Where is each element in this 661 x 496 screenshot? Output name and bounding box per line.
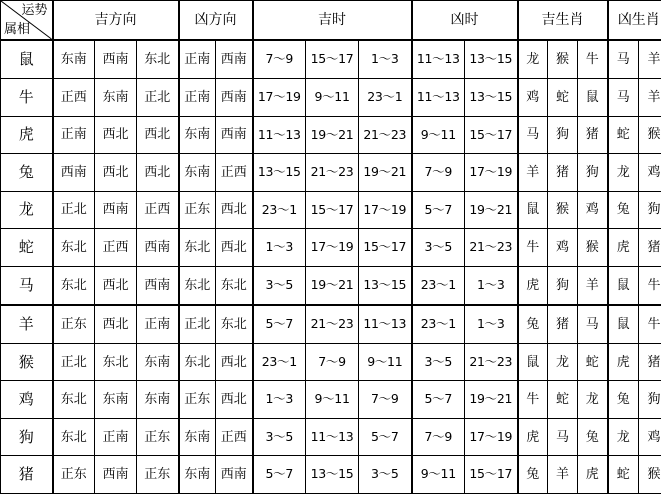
unlucky-zodiac-cell: 兔 xyxy=(608,191,639,228)
lucky-time-cell: 23～1 xyxy=(253,191,306,228)
lucky-time-cell: 7～9 xyxy=(253,40,306,79)
lucky-zodiac-cell: 猪 xyxy=(548,154,578,191)
lucky-direction-cell: 东北 xyxy=(53,229,95,266)
lucky-zodiac-cell: 牛 xyxy=(518,229,548,266)
unlucky-time-cell: 21～23 xyxy=(465,343,518,380)
lucky-zodiac-cell: 鸡 xyxy=(548,229,578,266)
lucky-direction-cell: 东南 xyxy=(137,343,179,380)
lucky-time-cell: 3～5 xyxy=(253,418,306,455)
lucky-direction-cell: 正东 xyxy=(53,305,95,344)
unlucky-direction-cell: 东北 xyxy=(179,229,216,266)
unlucky-zodiac-cell: 猴 xyxy=(639,116,661,153)
zodiac-animal-cell: 猴 xyxy=(1,343,53,380)
unlucky-time-cell: 11～13 xyxy=(412,40,465,79)
lucky-direction-cell: 正南 xyxy=(53,116,95,153)
lucky-zodiac-cell: 狗 xyxy=(578,154,608,191)
header-lucky-time: 吉时 xyxy=(253,1,412,41)
lucky-time-cell: 21～23 xyxy=(359,116,412,153)
zodiac-animal-cell: 鸡 xyxy=(1,381,53,418)
lucky-time-cell: 5～7 xyxy=(253,456,306,494)
unlucky-direction-cell: 西南 xyxy=(216,116,253,153)
corner-label-zodiac: 属相 xyxy=(4,22,31,37)
unlucky-time-cell: 15～17 xyxy=(465,456,518,494)
unlucky-time-cell: 5～7 xyxy=(412,191,465,228)
lucky-zodiac-cell: 鼠 xyxy=(578,79,608,116)
unlucky-direction-cell: 东南 xyxy=(179,418,216,455)
unlucky-direction-cell: 西北 xyxy=(216,381,253,418)
unlucky-zodiac-cell: 羊 xyxy=(639,40,661,79)
lucky-zodiac-cell: 牛 xyxy=(578,40,608,79)
lucky-direction-cell: 西北 xyxy=(137,154,179,191)
unlucky-direction-cell: 东南 xyxy=(179,116,216,153)
corner-header-cell xyxy=(1,1,53,41)
lucky-zodiac-cell: 龙 xyxy=(518,40,548,79)
lucky-time-cell: 1～3 xyxy=(253,229,306,266)
unlucky-time-cell: 19～21 xyxy=(465,381,518,418)
unlucky-zodiac-cell: 鼠 xyxy=(608,266,639,305)
lucky-zodiac-cell: 马 xyxy=(578,305,608,344)
unlucky-time-cell: 17～19 xyxy=(465,154,518,191)
lucky-zodiac-cell: 兔 xyxy=(518,305,548,344)
table-row xyxy=(1,343,661,380)
unlucky-zodiac-cell: 狗 xyxy=(639,381,661,418)
lucky-direction-cell: 西南 xyxy=(95,456,137,494)
unlucky-direction-cell: 东北 xyxy=(216,305,253,344)
lucky-time-cell: 15～17 xyxy=(359,229,412,266)
lucky-time-cell: 5～7 xyxy=(359,418,412,455)
lucky-direction-cell: 正西 xyxy=(95,229,137,266)
lucky-zodiac-cell: 兔 xyxy=(518,456,548,494)
lucky-direction-cell: 正北 xyxy=(53,191,95,228)
unlucky-zodiac-cell: 龙 xyxy=(608,154,639,191)
unlucky-time-cell: 9～11 xyxy=(412,116,465,153)
lucky-zodiac-cell: 鸡 xyxy=(578,191,608,228)
table-row xyxy=(1,154,661,191)
unlucky-time-cell: 3～5 xyxy=(412,229,465,266)
unlucky-direction-cell: 西南 xyxy=(216,40,253,79)
lucky-time-cell: 19～21 xyxy=(306,266,359,305)
table-row xyxy=(1,229,661,266)
unlucky-time-cell: 21～23 xyxy=(465,229,518,266)
lucky-zodiac-cell: 虎 xyxy=(518,266,548,305)
lucky-direction-cell: 东北 xyxy=(53,381,95,418)
lucky-time-cell: 17～19 xyxy=(306,229,359,266)
lucky-time-cell: 1～3 xyxy=(359,40,412,79)
lucky-time-cell: 11～13 xyxy=(306,418,359,455)
lucky-zodiac-cell: 鸡 xyxy=(518,79,548,116)
lucky-direction-cell: 西北 xyxy=(95,305,137,344)
zodiac-animal-cell: 龙 xyxy=(1,191,53,228)
unlucky-time-cell: 9～11 xyxy=(412,456,465,494)
lucky-zodiac-cell: 兔 xyxy=(578,418,608,455)
lucky-time-cell: 11～13 xyxy=(359,305,412,344)
unlucky-zodiac-cell: 猪 xyxy=(639,229,661,266)
table-row xyxy=(1,116,661,153)
lucky-zodiac-cell: 羊 xyxy=(518,154,548,191)
unlucky-time-cell: 23～1 xyxy=(412,266,465,305)
lucky-direction-cell: 正东 xyxy=(53,456,95,494)
zodiac-animal-cell: 狗 xyxy=(1,418,53,455)
unlucky-direction-cell: 东北 xyxy=(216,266,253,305)
unlucky-direction-cell: 正东 xyxy=(179,191,216,228)
unlucky-direction-cell: 东南 xyxy=(179,456,216,494)
zodiac-animal-cell: 虎 xyxy=(1,116,53,153)
lucky-zodiac-cell: 虎 xyxy=(518,418,548,455)
lucky-direction-cell: 东南 xyxy=(95,381,137,418)
zodiac-animal-cell: 蛇 xyxy=(1,229,53,266)
zodiac-animal-cell: 马 xyxy=(1,266,53,305)
lucky-direction-cell: 东南 xyxy=(53,40,95,79)
unlucky-direction-cell: 东北 xyxy=(179,343,216,380)
lucky-time-cell: 21～23 xyxy=(306,154,359,191)
unlucky-zodiac-cell: 蛇 xyxy=(608,456,639,494)
lucky-zodiac-cell: 狗 xyxy=(548,266,578,305)
lucky-time-cell: 19～21 xyxy=(359,154,412,191)
lucky-zodiac-cell: 蛇 xyxy=(578,343,608,380)
lucky-time-cell: 15～17 xyxy=(306,40,359,79)
lucky-time-cell: 17～19 xyxy=(359,191,412,228)
lucky-zodiac-cell: 羊 xyxy=(548,456,578,494)
unlucky-time-cell: 7～9 xyxy=(412,154,465,191)
unlucky-direction-cell: 西南 xyxy=(216,79,253,116)
lucky-time-cell: 23～1 xyxy=(359,79,412,116)
lucky-zodiac-cell: 羊 xyxy=(578,266,608,305)
lucky-time-cell: 19～21 xyxy=(306,116,359,153)
lucky-time-cell: 21～23 xyxy=(306,305,359,344)
unlucky-zodiac-cell: 虎 xyxy=(608,229,639,266)
unlucky-zodiac-cell: 龙 xyxy=(608,418,639,455)
unlucky-zodiac-cell: 鸡 xyxy=(639,418,661,455)
unlucky-time-cell: 1～3 xyxy=(465,266,518,305)
lucky-zodiac-cell: 蛇 xyxy=(548,79,578,116)
unlucky-time-cell: 23～1 xyxy=(412,305,465,344)
lucky-direction-cell: 东南 xyxy=(95,79,137,116)
lucky-time-cell: 9～11 xyxy=(306,79,359,116)
lucky-direction-cell: 东北 xyxy=(137,40,179,79)
header-row xyxy=(1,1,661,41)
lucky-zodiac-cell: 牛 xyxy=(518,381,548,418)
unlucky-zodiac-cell: 牛 xyxy=(639,305,661,344)
unlucky-zodiac-cell: 蛇 xyxy=(608,116,639,153)
lucky-time-cell: 13～15 xyxy=(306,456,359,494)
unlucky-zodiac-cell: 鸡 xyxy=(639,154,661,191)
table-row xyxy=(1,456,661,494)
unlucky-time-cell: 15～17 xyxy=(465,116,518,153)
lucky-time-cell: 13～15 xyxy=(359,266,412,305)
lucky-time-cell: 17～19 xyxy=(253,79,306,116)
unlucky-direction-cell: 西北 xyxy=(216,343,253,380)
lucky-zodiac-cell: 马 xyxy=(518,116,548,153)
lucky-zodiac-cell: 猴 xyxy=(548,191,578,228)
unlucky-direction-cell: 正西 xyxy=(216,154,253,191)
table-row xyxy=(1,266,661,305)
lucky-zodiac-cell: 猪 xyxy=(548,305,578,344)
zodiac-animal-cell: 鼠 xyxy=(1,40,53,79)
corner-label-fortune: 运势 xyxy=(21,3,48,18)
lucky-zodiac-cell: 龙 xyxy=(548,343,578,380)
lucky-direction-cell: 西北 xyxy=(95,266,137,305)
lucky-time-cell: 3～5 xyxy=(253,266,306,305)
lucky-time-cell: 15～17 xyxy=(306,191,359,228)
lucky-direction-cell: 西北 xyxy=(95,154,137,191)
table-row xyxy=(1,381,661,418)
header-unlucky-time: 凶时 xyxy=(412,1,518,41)
lucky-direction-cell: 西南 xyxy=(95,191,137,228)
lucky-time-cell: 5～7 xyxy=(253,305,306,344)
lucky-zodiac-cell: 鼠 xyxy=(518,343,548,380)
unlucky-time-cell: 19～21 xyxy=(465,191,518,228)
lucky-direction-cell: 东南 xyxy=(137,381,179,418)
unlucky-zodiac-cell: 猴 xyxy=(639,456,661,494)
lucky-direction-cell: 正东 xyxy=(137,418,179,455)
unlucky-direction-cell: 西南 xyxy=(216,456,253,494)
lucky-zodiac-cell: 狗 xyxy=(548,116,578,153)
table-row xyxy=(1,418,661,455)
zodiac-animal-cell: 兔 xyxy=(1,154,53,191)
header-unlucky-zodiac: 凶生肖 xyxy=(608,1,661,41)
lucky-time-cell: 9～11 xyxy=(359,343,412,380)
unlucky-zodiac-cell: 马 xyxy=(608,79,639,116)
header-unlucky-direction: 凶方向 xyxy=(179,1,253,41)
lucky-direction-cell: 西南 xyxy=(137,229,179,266)
unlucky-time-cell: 11～13 xyxy=(412,79,465,116)
lucky-zodiac-cell: 猴 xyxy=(548,40,578,79)
zodiac-animal-cell: 猪 xyxy=(1,456,53,494)
zodiac-animal-cell: 羊 xyxy=(1,305,53,344)
unlucky-time-cell: 3～5 xyxy=(412,343,465,380)
unlucky-zodiac-cell: 兔 xyxy=(608,381,639,418)
unlucky-direction-cell: 正南 xyxy=(179,40,216,79)
lucky-time-cell: 23～1 xyxy=(253,343,306,380)
lucky-direction-cell: 西南 xyxy=(95,40,137,79)
lucky-time-cell: 13～15 xyxy=(253,154,306,191)
unlucky-zodiac-cell: 马 xyxy=(608,40,639,79)
unlucky-time-cell: 17～19 xyxy=(465,418,518,455)
zodiac-animal-cell: 牛 xyxy=(1,79,53,116)
table-row xyxy=(1,79,661,116)
lucky-direction-cell: 西南 xyxy=(137,266,179,305)
unlucky-time-cell: 7～9 xyxy=(412,418,465,455)
unlucky-time-cell: 5～7 xyxy=(412,381,465,418)
lucky-time-cell: 1～3 xyxy=(253,381,306,418)
unlucky-time-cell: 1～3 xyxy=(465,305,518,344)
lucky-direction-cell: 正西 xyxy=(137,191,179,228)
lucky-direction-cell: 东北 xyxy=(95,343,137,380)
table-row xyxy=(1,40,661,79)
lucky-direction-cell: 西北 xyxy=(95,116,137,153)
unlucky-direction-cell: 正东 xyxy=(179,381,216,418)
lucky-zodiac-cell: 猪 xyxy=(578,116,608,153)
table-row xyxy=(1,305,661,344)
unlucky-zodiac-cell: 猪 xyxy=(639,343,661,380)
unlucky-zodiac-cell: 羊 xyxy=(639,79,661,116)
lucky-zodiac-cell: 虎 xyxy=(578,456,608,494)
table-row xyxy=(1,191,661,228)
lucky-zodiac-cell: 龙 xyxy=(578,381,608,418)
lucky-direction-cell: 东北 xyxy=(53,266,95,305)
table-body xyxy=(1,40,661,494)
unlucky-zodiac-cell: 狗 xyxy=(639,191,661,228)
lucky-direction-cell: 正西 xyxy=(53,79,95,116)
lucky-time-cell: 9～11 xyxy=(306,381,359,418)
lucky-direction-cell: 正南 xyxy=(137,305,179,344)
unlucky-zodiac-cell: 牛 xyxy=(639,266,661,305)
unlucky-direction-cell: 西北 xyxy=(216,229,253,266)
lucky-direction-cell: 正北 xyxy=(137,79,179,116)
lucky-direction-cell: 西南 xyxy=(53,154,95,191)
lucky-time-cell: 7～9 xyxy=(359,381,412,418)
lucky-time-cell: 3～5 xyxy=(359,456,412,494)
lucky-zodiac-cell: 马 xyxy=(548,418,578,455)
lucky-time-cell: 7～9 xyxy=(306,343,359,380)
lucky-direction-cell: 正北 xyxy=(53,343,95,380)
unlucky-time-cell: 13～15 xyxy=(465,40,518,79)
header-lucky-direction: 吉方向 xyxy=(53,1,179,41)
lucky-direction-cell: 西北 xyxy=(137,116,179,153)
unlucky-direction-cell: 东北 xyxy=(179,266,216,305)
lucky-time-cell: 11～13 xyxy=(253,116,306,153)
unlucky-direction-cell: 西北 xyxy=(216,191,253,228)
unlucky-direction-cell: 东南 xyxy=(179,154,216,191)
lucky-direction-cell: 正东 xyxy=(137,456,179,494)
lucky-direction-cell: 东北 xyxy=(53,418,95,455)
unlucky-direction-cell: 正北 xyxy=(179,305,216,344)
unlucky-zodiac-cell: 虎 xyxy=(608,343,639,380)
lucky-direction-cell: 正南 xyxy=(95,418,137,455)
unlucky-time-cell: 13～15 xyxy=(465,79,518,116)
unlucky-direction-cell: 正南 xyxy=(179,79,216,116)
unlucky-direction-cell: 正西 xyxy=(216,418,253,455)
lucky-zodiac-cell: 鼠 xyxy=(518,191,548,228)
header-lucky-zodiac: 吉生肖 xyxy=(518,1,608,41)
lucky-zodiac-cell: 猴 xyxy=(578,229,608,266)
lucky-zodiac-cell: 蛇 xyxy=(548,381,578,418)
unlucky-zodiac-cell: 鼠 xyxy=(608,305,639,344)
